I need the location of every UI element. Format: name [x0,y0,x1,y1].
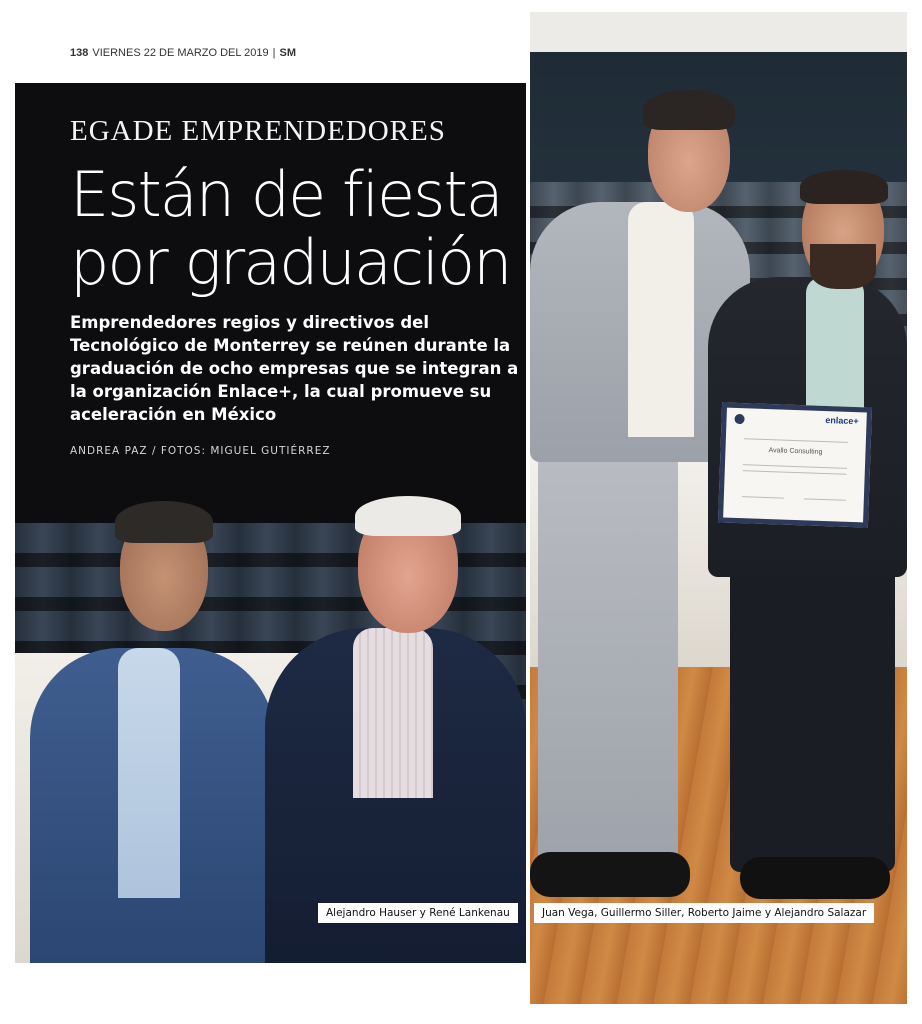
man-1-shirt [628,202,694,437]
right-photo-caption: Juan Vega, Guillermo Siller, Roberto Jaime y Alejandro Salazar [534,903,874,923]
article-byline: ANDREA PAZ / FOTOS: MIGUEL GUTIÉRREZ [70,445,331,457]
man-2-trousers [730,542,895,872]
headline-line-1: Están de fiesta [70,158,502,231]
page-folio [70,45,296,61]
certificate-brand-logo: enlace+ [825,415,859,427]
person-2-hair [355,496,461,536]
right-photo [530,12,907,1004]
left-photo-caption: Alejandro Hauser y René Lankenau [318,903,518,923]
man-1-trousers [538,447,678,867]
man-2-shoes [740,857,890,899]
page-number: 138 [70,47,89,59]
story-block [15,83,526,963]
man-1-shoes [530,852,690,897]
person-1-shirt [118,648,180,898]
graduation-certificate [718,402,872,527]
folio-separator: | [272,47,276,59]
certificate-text-line [744,438,848,443]
headline-line-2: por graduación [70,226,511,299]
certificate-seal-icon [734,414,744,424]
article-headline [70,158,520,299]
article-dek: Emprendedores regios y directivos del Tecnológico de Monterrey se reúnen durante la graduación de ocho empresas que se integran a la organización Enlace+, la cual promueve su aceleración en México [70,313,519,424]
certificate-signature-line [742,496,784,498]
certificate-text-line [743,464,847,469]
certificate-text-line [743,470,847,475]
ceiling-background [530,12,907,52]
certificate-signature-line [804,498,846,500]
person-1-hair [115,501,213,543]
man-1-hair [643,90,735,130]
section-name: SM [279,47,296,59]
certificate-recipient: Avallo Consulting [768,447,823,456]
man-2-hair [800,170,888,204]
person-2-shirt [353,628,433,798]
man-2-beard [810,244,876,289]
man-2-shirt [806,277,864,427]
issue-date: VIERNES 22 DE MARZO DEL 2019 [92,47,269,59]
article-kicker: EGADE EMPRENDEDORES [70,115,446,147]
